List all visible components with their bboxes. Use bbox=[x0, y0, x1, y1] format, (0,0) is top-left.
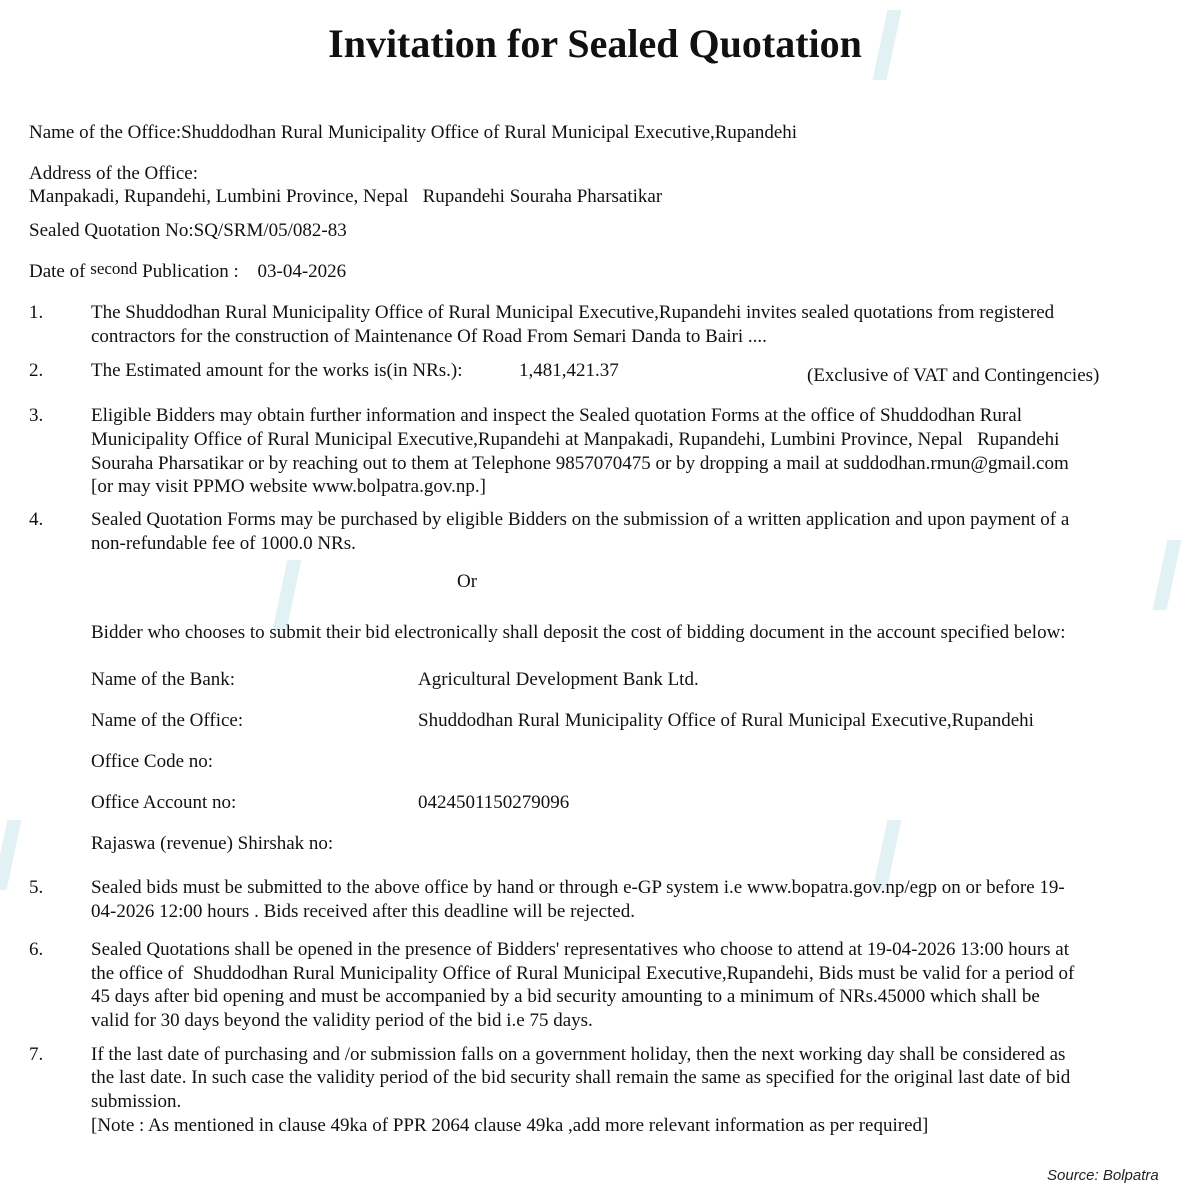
watermark-shape bbox=[1153, 540, 1181, 610]
bank-label: Office Code no: bbox=[91, 751, 214, 772]
item-line: 45 days after bid opening and must be accompanied by a bid security amounting to a minimum of NRs.45000 which shall be bbox=[91, 986, 1040, 1007]
item-line: Souraha Pharsatikar or by reaching out to them at Telephone 9857070475 or by dropping a mail at suddodhan.rmun@gmail.com bbox=[91, 453, 1069, 474]
publication-date-line bbox=[29, 260, 346, 284]
page-title: Invitation for Sealed Quotation bbox=[328, 21, 862, 66]
item-line: Eligible Bidders may obtain further information and inspect the Sealed quotation Forms at the office of Shuddodhan Rural bbox=[91, 405, 1022, 426]
publication-prefix: Date of bbox=[29, 261, 86, 282]
item-number: 1. bbox=[29, 302, 44, 323]
estimated-amount: 1,481,421.37 bbox=[519, 360, 619, 381]
bank-label: Name of the Office: bbox=[91, 710, 244, 731]
item-line: submission. bbox=[91, 1091, 182, 1112]
bank-label: Name of the Bank: bbox=[91, 669, 236, 690]
bank-value: Shuddodhan Rural Municipality Office of Rural Municipal Executive,Rupandehi bbox=[418, 710, 1034, 731]
item-line: If the last date of purchasing and /or submission falls on a government holiday, then the next working day shall be considered as bbox=[91, 1044, 1066, 1065]
watermark-shape bbox=[0, 820, 21, 890]
item-line: non-refundable fee of 1000.0 NRs. bbox=[91, 533, 356, 554]
bank-value: 0424501150279096 bbox=[418, 792, 570, 813]
item-number: 5. bbox=[29, 877, 44, 898]
address: Manpakadi, Rupandehi, Lumbini Province, Nepal Rupandehi Souraha Pharsatikar bbox=[29, 186, 663, 207]
item-line: [Note : As mentioned in clause 49ka of PPR 2064 clause 49ka ,add more relevant information as per required] bbox=[91, 1115, 929, 1136]
item-number: 4. bbox=[29, 509, 44, 530]
bank-label: Office Account no: bbox=[91, 792, 237, 813]
quotation-number: Sealed Quotation No:SQ/SRM/05/082-83 bbox=[29, 220, 347, 241]
item-line: [or may visit PPMO website www.bolpatra.gov.np.] bbox=[91, 476, 486, 497]
item-number: 6. bbox=[29, 939, 44, 960]
item-line: the office of Shuddodhan Rural Municipality Office of Rural Municipal Executive,Rupandehi, Bids must be valid for a period of bbox=[91, 963, 1075, 984]
item-number: 2. bbox=[29, 360, 44, 381]
office-name: Name of the Office:Shuddodhan Rural Municipality Office of Rural Municipal Executive,Rupandehi bbox=[29, 122, 798, 143]
item-line: valid for 30 days beyond the validity period of the bid i.e 75 days. bbox=[91, 1010, 593, 1031]
item-line: The Estimated amount for the works is(in NRs.): bbox=[91, 360, 463, 381]
watermark-shape bbox=[273, 560, 302, 630]
item-line: Municipality Office of Rural Municipal Executive,Rupandehi at Manpakadi, Rupandehi, Lumbini Province, Nepal Rupandehi bbox=[91, 429, 1060, 450]
publication-ordinal: second bbox=[90, 259, 138, 278]
or-separator: Or bbox=[457, 571, 478, 592]
item-number: 3. bbox=[29, 405, 44, 426]
bank-value: Agricultural Development Bank Ltd. bbox=[418, 669, 699, 690]
item-line: 04-2026 12:00 hours . Bids received after this deadline will be rejected. bbox=[91, 901, 635, 922]
amount-note: (Exclusive of VAT and Contingencies) bbox=[807, 365, 1100, 386]
address-label: Address of the Office: bbox=[29, 163, 199, 184]
item-number: 7. bbox=[29, 1044, 44, 1065]
bank-label: Rajaswa (revenue) Shirshak no: bbox=[91, 833, 334, 854]
item-line: contractors for the construction of Maintenance Of Road From Semari Danda to Bairi .... bbox=[91, 326, 767, 347]
electronic-intro: Bidder who chooses to submit their bid electronically shall deposit the cost of bidding document in the account specified below: bbox=[91, 622, 1066, 643]
item-line: Sealed bids must be submitted to the above office by hand or through e-GP system i.e www.bopatra.gov.np/egp on or before 19- bbox=[91, 877, 1065, 898]
item-line: the last date. In such case the validity period of the bid security shall remain the same as specified for the original last date of bid bbox=[91, 1067, 1071, 1088]
item-line: Sealed Quotation Forms may be purchased by eligible Bidders on the submission of a written application and upon payment of a bbox=[91, 509, 1070, 530]
item-line: Sealed Quotations shall be opened in the presence of Bidders' representatives who choose to attend at 19-04-2026 13:00 hours at bbox=[91, 939, 1069, 960]
publication-date: 03-04-2026 bbox=[257, 261, 347, 282]
source-credit: Source: Bolpatra bbox=[1047, 1167, 1159, 1184]
item-line: The Shuddodhan Rural Municipality Office of Rural Municipal Executive,Rupandehi invites sealed quotations from registered bbox=[91, 302, 1055, 323]
publication-label: Publication : bbox=[142, 261, 239, 282]
